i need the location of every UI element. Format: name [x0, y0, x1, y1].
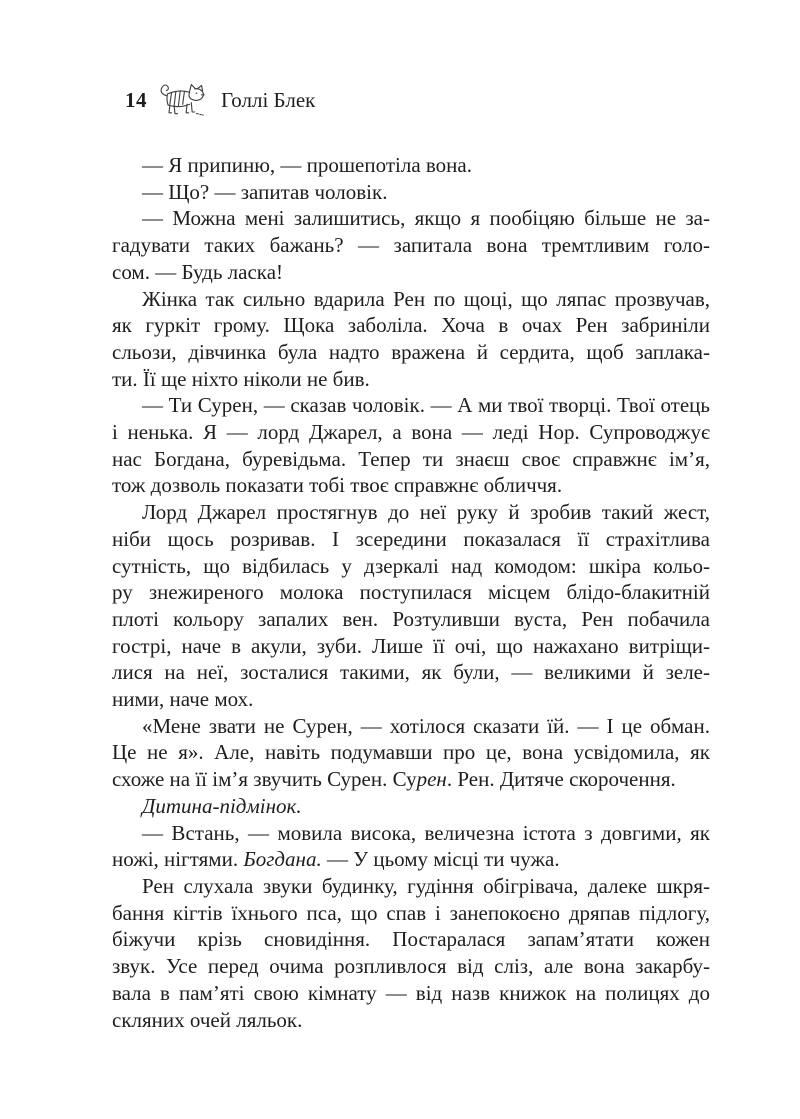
text-run: плоті кольору запалих вен. Розтуливши вуста, Рен побачила	[112, 606, 710, 631]
text-run: Дитина-підмінок.	[142, 793, 302, 818]
italic-text-run: рен	[416, 767, 447, 792]
text-line	[112, 392, 710, 419]
paragraph	[112, 820, 710, 873]
text-run: Жінка так сильно вдарила Рен по щоці, що ляпас прозвучав,	[142, 286, 710, 311]
paragraph	[112, 793, 710, 820]
italic-text-run: Богдана.	[243, 847, 322, 872]
text-line	[112, 499, 710, 526]
text-line	[112, 553, 710, 580]
text-line	[112, 472, 710, 499]
text-line	[112, 606, 710, 633]
text-block	[112, 152, 710, 1033]
text-line	[112, 633, 710, 660]
text-run: ти. Її ще ніхто ніколи не бив.	[112, 366, 370, 391]
text-line	[112, 259, 710, 286]
text-line	[112, 980, 710, 1007]
text-line	[112, 232, 710, 259]
text-line	[112, 926, 710, 953]
paragraph	[112, 286, 710, 393]
text-run: лися на неї, зосталися такими, як були, — великими й зеле-	[112, 660, 710, 685]
cat-logo-icon	[156, 80, 206, 120]
text-run: нас Богдана, буревідьма. Тепер ти знаєш своє справжнє ім’я,	[112, 446, 710, 471]
text-line	[112, 419, 710, 446]
text-run: гострі, наче в акули, зуби. Лише її очі, що нажахано витріщи-	[112, 633, 710, 658]
text-run: «Мене звати не Сурен, — хотілося сказати їй. — І це обман.	[142, 713, 710, 738]
text-line	[112, 179, 710, 206]
text-run: сом. — Будь ласка!	[112, 259, 284, 284]
text-run: і ненька. Я — лорд Джарел, а вона — леді Нор. Супроводжує	[112, 420, 710, 445]
text-run: — Встань, — мовила висока, величезна істота з довгими, як	[142, 820, 710, 845]
paragraph	[112, 499, 710, 713]
text-line	[112, 152, 710, 179]
text-line	[112, 366, 710, 393]
text-line	[112, 739, 710, 766]
paragraph	[112, 152, 710, 179]
text-line	[112, 205, 710, 232]
text-line	[112, 1007, 710, 1034]
text-run: звук. Усе перед очима розпливлося від сліз, але вона закарбу-	[112, 954, 710, 979]
text-run: біжучи крізь сновидіння. Постаралася запам’ятати кожен	[112, 927, 710, 952]
text-run: бання кігтів їхнього пса, що спав і занепокоєно дряпав підлогу,	[112, 900, 710, 925]
text-run: ніби щось розривав. І зсередини показалася її страхітлива	[112, 526, 710, 551]
text-run: Рен слухала звуки будинку, гудіння обігрівача, далеке шкря-	[142, 873, 710, 898]
text-line	[112, 713, 710, 740]
text-run: сльози, дівчинка була надто вражена й сердита, щоб заплака-	[112, 339, 710, 364]
text-run: ножі, нігтями.	[112, 847, 244, 872]
text-line	[112, 579, 710, 606]
text-line	[112, 766, 710, 793]
text-run: ру знежиреного молока поступилася місцем блідо-блакитній	[112, 580, 710, 605]
text-line	[112, 686, 710, 713]
text-line	[112, 659, 710, 686]
author-name: Голлі Блек	[221, 87, 316, 112]
text-line	[112, 873, 710, 900]
text-line	[112, 339, 710, 366]
paragraph	[112, 392, 710, 499]
text-line	[112, 953, 710, 980]
text-run: сутність, що відбилась у дзеркалі над комодом: шкіра кольо-	[112, 553, 710, 578]
paragraph	[112, 179, 710, 206]
text-line	[112, 900, 710, 927]
text-line	[112, 286, 710, 313]
text-run: скляних очей ляльок.	[112, 1007, 303, 1032]
text-line	[112, 846, 710, 873]
text-run: — Я припиню, — прошепотіла вона.	[142, 153, 472, 177]
paragraph	[112, 205, 710, 285]
paragraph	[112, 873, 710, 1033]
text-run: — Ти Сурен, — сказав чоловік. — А ми твої творці. Твої отець	[142, 393, 710, 418]
text-run: . Рен. Дитяче скорочення.	[446, 767, 676, 792]
text-line	[112, 820, 710, 847]
text-run: вала в пам’яті свою кімнату — від назв книжок на полицях до	[112, 980, 710, 1005]
text-run: тож дозволь показати тобі твоє справжнє обличчя.	[112, 473, 563, 498]
text-line	[112, 312, 710, 339]
paragraph	[112, 713, 710, 793]
text-run: Це не я». Але, навіть подумавши про це, вона усвідомила, як	[112, 740, 710, 765]
running-header	[125, 80, 315, 120]
text-run: — Що? — запитав чоловік.	[142, 179, 388, 204]
text-run: схоже на її ім’я звучить Сурен. Су	[112, 767, 417, 792]
text-run: — У цьому місці ти чужа.	[321, 847, 560, 872]
text-line	[112, 526, 710, 553]
text-run: ними, наче мох.	[112, 687, 254, 712]
text-run: Лорд Джарел простягнув до неї руку й зробив такий жест,	[142, 500, 710, 525]
text-run: гадувати таких бажань? — запитала вона тремтливим голо-	[112, 233, 710, 258]
page-number: 14	[125, 87, 147, 112]
text-run: як гуркіт грому. Щока заболіла. Хоча в очах Рен забриніли	[112, 313, 710, 338]
text-run: — Можна мені залишитись, якщо я пообіцяю більше не за-	[142, 206, 710, 231]
text-line	[112, 446, 710, 473]
text-line	[112, 793, 710, 820]
